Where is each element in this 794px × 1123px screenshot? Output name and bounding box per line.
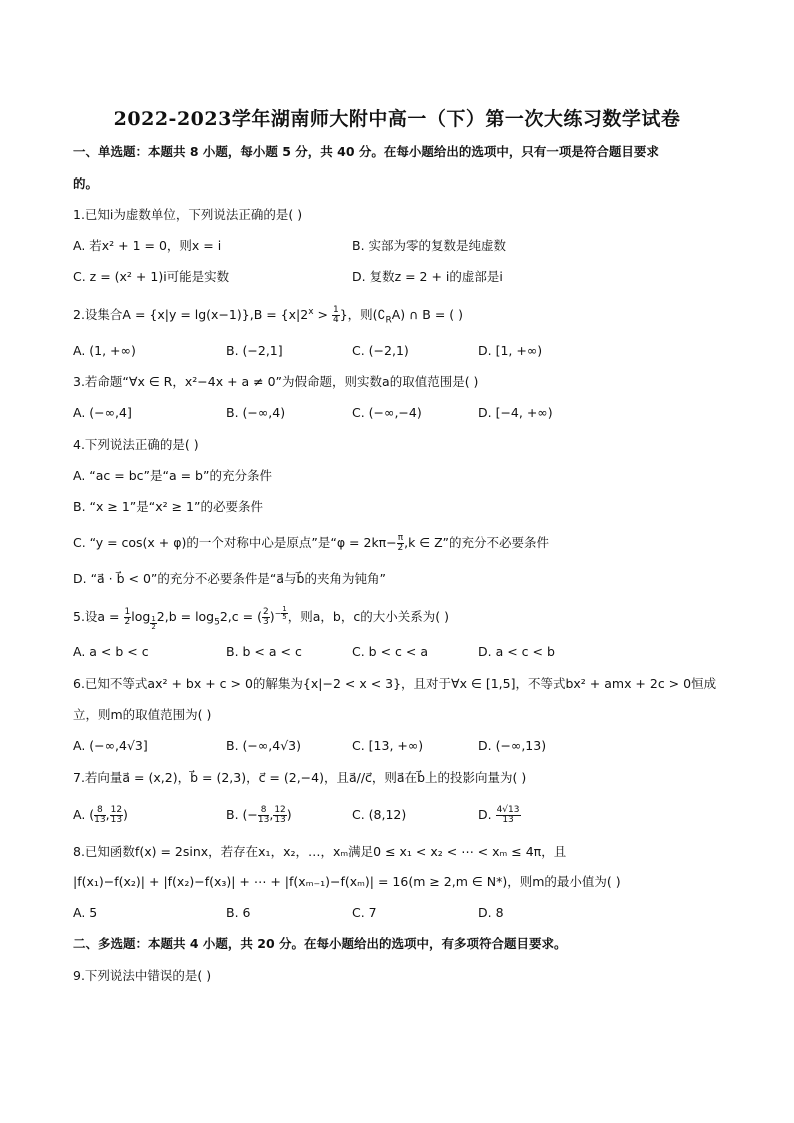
section1-heading-line2: 的。 — [73, 176, 99, 191]
q5-log-base-den: 2 — [151, 623, 156, 632]
q5-stem-part: ，则a，b，c的大小关系为( ) — [287, 609, 449, 625]
q7-frac-den: 13 — [110, 815, 123, 825]
q3-stem: 3.若命题“∀x ∈ R，x²−4x + a ≠ 0”为假命题，则实数a的取值范围是( ) — [73, 374, 479, 389]
q1-stem: 1.已知i为虚数单位，下列说法正确的是( ) — [73, 207, 303, 222]
page-title: 2022-2023学年湖南师大附中高一（下）第一次大练习数学试卷 — [113, 108, 681, 130]
q4-fraction-den: 2 — [397, 543, 404, 553]
q7-option-d — [478, 806, 521, 825]
q8-stem-line1: 8.已知函数f(x) = 2sinx，若存在x₁，x₂，…，xₘ满足0 ≤ x₁ < x₂ < ⋯ < xₘ ≤ 4π，且 — [73, 844, 567, 859]
q2-fraction-den: 4 — [332, 315, 339, 326]
q7-frac-num: 8 — [258, 806, 269, 816]
q2-stem-sup: x — [308, 307, 314, 317]
q6-option-c: C. [13, +∞) — [352, 738, 424, 753]
q5-stem-part: log — [131, 609, 151, 625]
q6-option-a: A. (−∞,4√3] — [73, 738, 148, 753]
q7-option-b-frac2 — [273, 806, 286, 825]
q5-fraction-two-thirds — [262, 608, 270, 627]
q2-stem-part: }，则(∁ — [339, 307, 386, 323]
q3-option-a: A. (−∞,4] — [73, 405, 132, 420]
q5-stem-part: 2,b = log — [156, 609, 215, 625]
q6-option-d: D. (−∞,13) — [478, 738, 547, 753]
q7-frac-num: 12 — [274, 805, 286, 815]
q7-option-d-part: D. — [478, 807, 496, 822]
q5-option-a: A. a < b < c — [73, 644, 149, 659]
q5-fraction-den: 3 — [262, 617, 269, 628]
q7-frac-num: 4√13 — [496, 805, 520, 815]
q6-stem-line2: 立，则m的取值范围为( ) — [73, 707, 212, 722]
q2-option-c: C. (−2,1) — [352, 343, 409, 358]
q2-stem — [73, 303, 463, 330]
q8-stem-line2: |f(x₁)−f(x₂)| + |f(x₂)−f(x₃)| + ⋯ + |f(xₘ₋₁)−f(xₘ)| = 16(m ≥ 2,m ∈ N*)，则m的最小值为( ) — [73, 874, 621, 889]
q5-exponent — [274, 605, 288, 621]
q7-stem: 7.若向量a⃗ = (x,2)，b⃗ = (2,3)，c⃗ = (2,−4)，且a⃗//c⃗，则a⃗在b⃗上的投影向量为( ) — [73, 770, 527, 785]
q6-option-b: B. (−∞,4√3) — [226, 738, 302, 753]
q5-exponent-num: 1 — [282, 605, 287, 613]
q7-option-d-frac — [496, 806, 521, 825]
q3-option-d: D. [−4, +∞) — [478, 405, 553, 420]
q5-stem-part: 2,c = ( — [219, 609, 262, 625]
q7-option-a-part: A. ( — [73, 807, 95, 822]
q4-stem: 4.下列说法正确的是( ) — [73, 437, 199, 452]
q4-option-c-part: ,k ∈ Z”的充分不必要条件 — [404, 535, 549, 550]
q3-option-b: B. (−∞,4) — [226, 405, 286, 420]
q8-option-d: D. 8 — [478, 905, 504, 920]
q5-option-d: D. a < c < b — [478, 644, 555, 659]
q2-option-d: D. [1, +∞) — [478, 343, 543, 358]
q3-option-c: C. (−∞,−4) — [352, 405, 422, 420]
q4-option-a: A. “ac = bc”是“a = b”的充分条件 — [73, 468, 272, 483]
q7-frac-den: 13 — [274, 815, 286, 825]
q5-option-b: B. b < a < c — [226, 644, 302, 659]
q2-option-a: A. (1, +∞) — [73, 343, 136, 358]
q1-option-c: C. z = (x² + 1)i可能是实数 — [73, 269, 230, 284]
section1-heading-line1: 一、单选题：本题共 8 小题，每小题 5 分，共 40 分。在每小题给出的选项中，只有一项是符合题目要求 — [73, 144, 659, 159]
q5-stem-part: 5.设a = — [73, 609, 124, 625]
q1-option-a: A. 若x² + 1 = 0，则x = i — [73, 238, 222, 253]
q7-frac-den: 13 — [502, 815, 514, 825]
q7-option-b-frac1 — [258, 806, 269, 825]
q5-log-base-num: 1 — [151, 615, 156, 624]
q2-stem-part: 2.设集合A = {x|y = lg(x−1)},B = {x|2 — [73, 307, 309, 323]
q7-option-a-part: , — [105, 807, 110, 822]
q4-option-c-part: C. “y = cos(x + φ)的一个对称中心是原点”是“φ = 2kπ− — [73, 535, 397, 550]
q8-option-c: C. 7 — [352, 905, 377, 920]
q7-frac-num: 12 — [110, 805, 123, 815]
q7-option-b-part: ) — [286, 807, 292, 822]
q4-option-b: B. “x ≥ 1”是“x² ≥ 1”的必要条件 — [73, 499, 263, 514]
q5-fraction-den: 2 — [124, 617, 131, 628]
q2-stem-part: A) ∩ B = ( ) — [391, 307, 463, 323]
q7-frac-num: 8 — [94, 806, 105, 816]
q5-log-base-5: 5 — [214, 617, 220, 628]
q2-option-b: B. (−2,1] — [226, 343, 283, 358]
q5-exponent-den: 5 — [282, 613, 287, 621]
q2-stem-sub: R — [385, 315, 392, 326]
q4-fraction-num: π — [397, 533, 404, 543]
q1-option-b: B. 实部为零的复数是纯虚数 — [352, 238, 507, 253]
q7-option-a-frac1 — [94, 806, 105, 825]
q2-stem-part: > — [313, 307, 332, 323]
q5-option-c: C. b < c < a — [352, 644, 428, 659]
q4-option-c — [73, 534, 549, 553]
q5-exponent-sign: − — [274, 609, 282, 618]
q8-option-b: B. 6 — [226, 905, 251, 920]
q7-option-a-frac2 — [110, 806, 123, 825]
q7-option-b-part: , — [269, 807, 274, 822]
section2-heading: 二、多选题：本题共 4 小题，共 20 分。在每小题给出的选项中，有多项符合题目要求。 — [73, 936, 567, 951]
q7-option-a-part: ) — [123, 807, 128, 822]
q8-option-a: A. 5 — [73, 905, 98, 920]
q7-option-a — [73, 806, 128, 825]
q4-option-d: D. “a⃗ · b⃗ < 0”的充分不必要条件是“a⃗与b⃗的夹角为钝角” — [73, 571, 386, 586]
q5-stem — [73, 605, 449, 632]
q5-fraction-num: 1 — [124, 607, 131, 618]
q2-fraction-num: 1 — [332, 305, 339, 316]
q7-option-c: C. (8,12) — [352, 807, 407, 822]
q7-option-b — [226, 806, 292, 825]
q7-frac-den: 13 — [94, 815, 106, 825]
q7-option-b-part: B. (− — [226, 807, 258, 822]
q4-fraction — [397, 534, 404, 553]
q6-stem-line1: 6.已知不等式ax² + bx + c > 0的解集为{x|−2 < x < 3}，且对于∀x ∈ [1,5]，不等式bx² + amx + 2c > 0恒成 — [73, 676, 717, 691]
q5-fraction-num: 2 — [262, 607, 269, 618]
q5-stem-part: ) — [269, 609, 275, 625]
q1-option-d: D. 复数z = 2 + i的虚部是i — [352, 269, 503, 284]
q7-frac-den: 13 — [257, 815, 270, 825]
q2-fraction — [332, 306, 340, 325]
q9-stem: 9.下列说法中错误的是( ) — [73, 968, 212, 983]
